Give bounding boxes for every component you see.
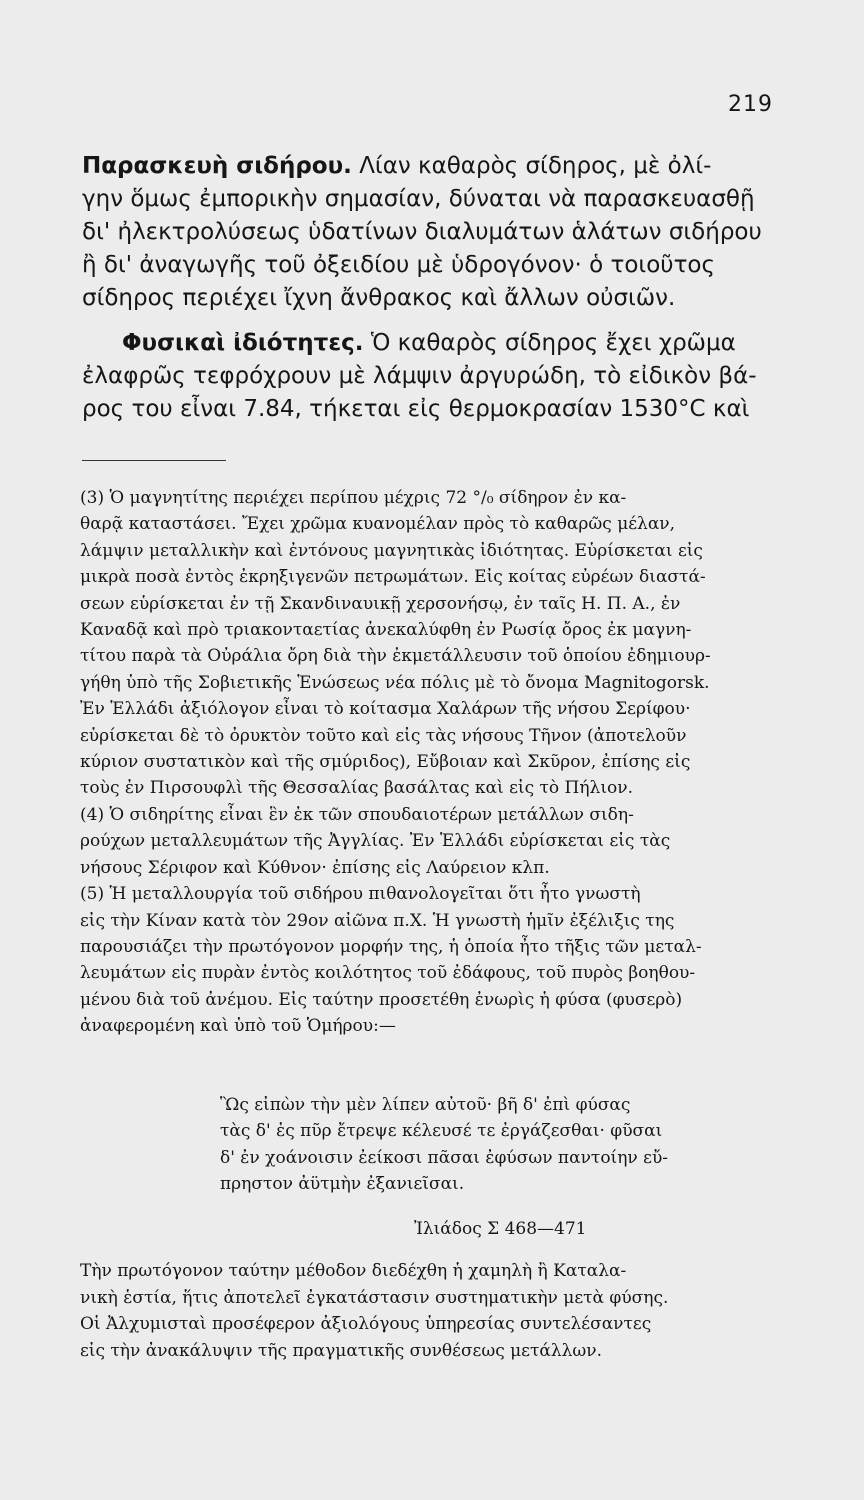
footnote-line: (4) Ὁ σιδηρίτης εἶναι ἓν ἐκ τῶν σπουδαιοτέρων μετάλλων σιδη- bbox=[80, 804, 634, 825]
footnote-line: μικρὰ ποσὰ ἐντὸς ἐκρηξιγενῶν πετρωμάτων. Εἰς κοίτας εὐρέων διαστά- bbox=[80, 567, 706, 588]
verse-line: δ' ἐν χοάνοισιν ἐείκοσι πᾶσαι ἐφύσων παντοίην εὔ- bbox=[220, 1147, 669, 1168]
footnote-line: εὑρίσκεται δὲ τὸ ὀρυκτὸν τοῦτο καὶ εἰς τὰς νήσους Τῆνον (ἀποτελοῦν bbox=[80, 725, 687, 746]
footnote-line: τίτου παρὰ τὰ Οὐράλια ὄρη διὰ τὴν ἐκμετάλλευσιν τοῦ ὁποίου ἐδημιουρ- bbox=[80, 646, 711, 667]
quotation-citation: Ἰλιάδος Σ 468—471 bbox=[414, 1219, 587, 1239]
paragraph-line: γην ὅμως ἐμπορικὴν σημασίαν, δύναται νὰ παρασκευασθῇ bbox=[82, 186, 755, 212]
paragraph-line: ἐλαφρῶς τεφρόχρουν μὲ λάμψιν ἀργυρώδη, τὸ εἰδικὸν βά- bbox=[82, 363, 757, 389]
footnote-line: κύριον συστατικὸν καὶ τῆς σμύριδος), Εὔβοιαν καὶ Σκῦρον, ἐπίσης εἰς bbox=[80, 752, 691, 773]
homer-quotation bbox=[220, 1092, 780, 1198]
footnote-line: λευμάτων εἰς πυρὰν ἐντὸς κοιλότητος τοῦ ἐδάφους, τοῦ πυρὸς βοηθου- bbox=[80, 963, 696, 984]
footnote-line: θαρᾷ καταστάσει. Ἔχει χρῶμα κυανομέλαν πρὸς τὸ καθαρῶς μέλαν, bbox=[80, 514, 676, 535]
footnote-line: ρούχων μεταλλευμάτων τῆς Ἀγγλίας. Ἐν Ἑλλάδι εὑρίσκεται εἰς τὰς bbox=[80, 831, 671, 852]
footnote-line: λάμψιν μεταλλικὴν καὶ ἐντόνους μαγνητικὰς ἰδιότητας. Εὑρίσκεται εἰς bbox=[80, 540, 703, 561]
paragraph-text: Λίαν καθαρὸς σίδηρος, μὲ ὀλί- bbox=[359, 153, 712, 179]
section-heading-physical-properties: Φυσικαὶ ἰδιότητες. bbox=[122, 330, 364, 356]
footnote-line: τοὺς ἐν Πιρσουφλὶ τῆς Θεσσαλίας βασάλτας καὶ εἰς τὸ Πήλιον. bbox=[80, 778, 633, 799]
paragraph-line: ἢ δι' ἀναγωγῆς τοῦ ὀξειδίου μὲ ὑδρογόνον· ὁ τοιοῦτος bbox=[82, 252, 715, 278]
footnotes bbox=[80, 485, 780, 1040]
paragraph-line: ρος του εἶναι 7.84, τήκεται εἰς θερμοκρασίαν 1530°C καὶ bbox=[82, 396, 750, 422]
footnote-line: (3) Ὁ μαγνητίτης περιέχει περίπου μέχρις 72 °/₀ σίδηρον ἐν κα- bbox=[80, 488, 627, 508]
page-number: 219 bbox=[728, 92, 773, 117]
paragraph-line: σίδηρος περιέχει ἴχνη ἄνθρακος καὶ ἄλλων οὐσιῶν. bbox=[82, 285, 676, 311]
closing-line: Οἱ Ἀλχυμισταὶ προσέφερον ἀξιολόγους ὑπηρεσίας συντελέσαντες bbox=[80, 1314, 652, 1335]
footnote-line: μένου διὰ τοῦ ἀνέμου. Εἰς ταύτην προσετέθη ἐνωρὶς ἡ φύσα (φυσερὸ) bbox=[80, 989, 683, 1010]
footnote-line: ἀναφερομένη καὶ ὑπὸ τοῦ Ὁμήρου:— bbox=[80, 1016, 396, 1037]
footnote-line: παρουσιάζει τὴν πρωτόγονον μορφήν της, ἡ ὁποία ἦτο τῆξις τῶν μεταλ- bbox=[80, 936, 702, 957]
paragraph-line bbox=[82, 327, 782, 360]
footnote-line: εἰς τὴν Κίναν κατὰ τὸν 29ον αἰῶνα π.Χ. Ἡ γνωστὴ ἡμῖν ἐξέλιξις της bbox=[80, 910, 675, 931]
footnote-line: νήσους Σέριφον καὶ Κύθνον· ἐπίσης εἰς Λαύρειον κλπ. bbox=[80, 857, 550, 878]
footnote-line: (5) Ἡ μεταλλουργία τοῦ σιδήρου πιθανολογεῖται ὅτι ἦτο γνωστὴ bbox=[80, 884, 641, 905]
footnote-line: γήθη ὑπὸ τῆς Σοβιετικῆς Ἑνώσεως νέα πόλις μὲ τὸ ὄνομα Magnitogorsk. bbox=[80, 672, 710, 693]
paragraph-line bbox=[82, 150, 782, 183]
closing-line: Τὴν πρωτόγονον ταύτην μέθοδον διεδέχθη ἡ χαμηλὴ ἢ Καταλα- bbox=[80, 1261, 627, 1281]
closing-line: νικὴ ἑστία, ἥτις ἀποτελεῖ ἐγκατάστασιν συστηματικὴν μετὰ φύσης. bbox=[80, 1287, 669, 1308]
paragraph-text: Ὁ καθαρὸς σίδηρος ἔχει χρῶμα bbox=[370, 330, 736, 356]
verse-line: πρηστον ἀϋτμὴν ἐξανιεῖσαι. bbox=[220, 1174, 465, 1195]
footnote-line: Ἐν Ἑλλάδι ἀξιόλογον εἶναι τὸ κοίτασμα Χαλάρων τῆς νήσου Σερίφου· bbox=[80, 699, 691, 720]
section-heading-preparation: Παρασκευὴ σιδήρου. bbox=[82, 153, 352, 179]
closing-text bbox=[80, 1258, 780, 1364]
verse-line: Ὣς εἰπὼν τὴν μὲν λίπεν αὐτοῦ· βῆ δ' ἐπὶ φύσας bbox=[220, 1095, 631, 1115]
footnote-divider bbox=[82, 460, 226, 461]
footnote-line: σεων εὑρίσκεται ἐν τῇ Σκανδιναυικῇ χερσονήσῳ, ἐν ταῖς Η. Π. Α., ἐν bbox=[80, 593, 681, 614]
closing-line: εἰς τὴν ἀνακάλυψιν τῆς πραγματικῆς συνθέσεως μετάλλων. bbox=[80, 1340, 603, 1361]
paragraph-line: δι' ἠλεκτρολύσεως ὑδατίνων διαλυμάτων ἁλάτων σιδήρου bbox=[82, 219, 762, 245]
main-text bbox=[82, 150, 782, 426]
footnote-line: Καναδᾷ καὶ πρὸ τριακονταετίας ἀνεκαλύφθη ἐν Ρωσίᾳ ὄρος ἐκ μαγνη- bbox=[80, 620, 692, 641]
verse-line: τὰς δ' ἐς πῦρ ἔτρεψε κέλευσέ τε ἐργάζεσθαι· φῦσαι bbox=[220, 1121, 663, 1142]
